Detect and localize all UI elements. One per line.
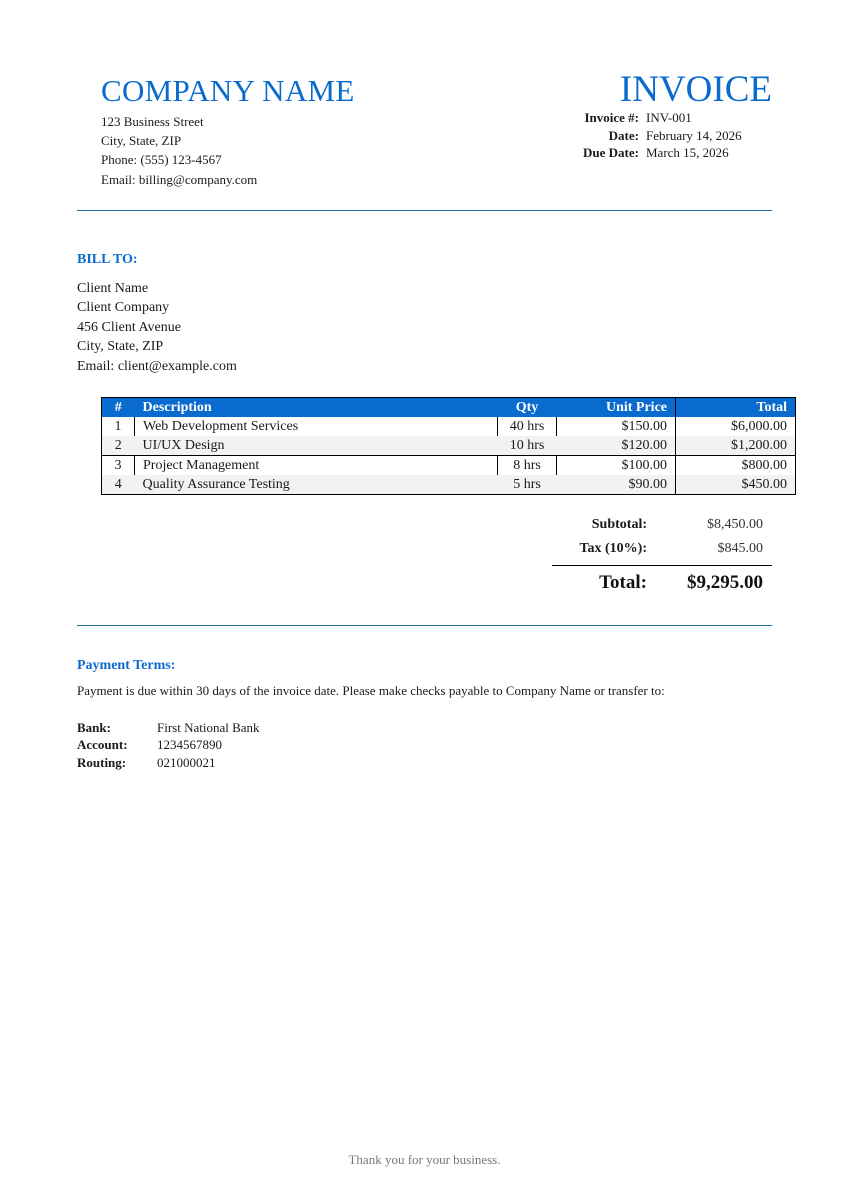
client-city: City, State, ZIP (77, 339, 164, 355)
terms-divider (77, 625, 772, 626)
header-qty: Qty (498, 398, 557, 418)
row-qty: 8 hrs (498, 456, 557, 476)
table-row (102, 475, 796, 495)
header-divider (77, 210, 772, 211)
payment-terms-heading: Payment Terms: (77, 658, 176, 673)
row-total: $450.00 (676, 475, 796, 495)
invoice-number-row (556, 109, 742, 127)
routing-number: 021000021 (157, 754, 216, 770)
account-number: 1234567890 (157, 737, 222, 753)
header-description: Description (135, 398, 498, 418)
due-date: March 15, 2026 (646, 145, 729, 160)
table-row (102, 456, 796, 476)
footer-thank-you: Thank you for your business. (348, 1152, 501, 1167)
bill-to-heading: BILL TO: (77, 252, 138, 267)
account-row (77, 736, 260, 753)
total-value: $9,295.00 (687, 572, 763, 593)
bank-name: First National Bank (157, 720, 260, 735)
row-unit-price: $100.00 (557, 456, 676, 476)
invoice-date: February 14, 2026 (646, 127, 742, 143)
header-total: Total (676, 398, 796, 418)
client-name: Client Name (77, 281, 149, 296)
grand-total-row (552, 570, 772, 596)
line-items-table (101, 397, 796, 495)
tax-label: Tax (10%): (579, 541, 647, 556)
company-street: 123 Business Street (101, 114, 204, 129)
subtotal-label: Subtotal: (591, 517, 647, 532)
client-email: Email: client@example.com (77, 358, 237, 374)
row-description: Quality Assurance Testing (135, 475, 498, 495)
company-address (101, 112, 257, 189)
table-row (102, 417, 796, 436)
total-label: Total: (599, 572, 647, 593)
company-name: COMPANY NAME (101, 73, 355, 108)
due-date-row (556, 144, 742, 162)
row-qty: 10 hrs (498, 436, 557, 456)
row-description: Web Development Services (143, 418, 299, 434)
invoice-title: INVOICE (619, 69, 772, 110)
row-total: $6,000.00 (676, 417, 796, 436)
row-num: 2 (102, 436, 135, 456)
row-qty: 5 hrs (498, 475, 557, 495)
bank-label: Bank: (77, 720, 111, 735)
header-num: # (102, 398, 135, 418)
totals-block (552, 513, 772, 596)
routing-label: Routing: (77, 754, 127, 770)
company-email: Email: billing@company.com (101, 171, 258, 187)
row-description: UI/UX Design (135, 436, 498, 456)
invoice-number: INV-001 (646, 110, 692, 125)
subtotal-value: $8,450.00 (707, 517, 763, 532)
row-qty: 40 hrs (498, 417, 557, 436)
tax-row (552, 537, 772, 561)
meta-label: Invoice #: (584, 110, 639, 125)
meta-label: Due Date: (583, 145, 639, 160)
client-company: Client Company (77, 300, 170, 316)
bank-details (77, 719, 260, 771)
row-unit-price: $150.00 (621, 418, 667, 434)
bank-row (77, 719, 260, 736)
row-total: $1,200.00 (676, 436, 796, 456)
bill-to-address (77, 279, 237, 376)
row-num: 1 (102, 417, 135, 436)
row-description: Project Management (135, 456, 498, 476)
row-unit-price: $90.00 (557, 475, 676, 495)
payment-terms-text: Payment is due within 30 days of the invoice date. Please make checks payable to Company Name or transfer to: (77, 683, 665, 698)
row-num: 4 (102, 475, 135, 495)
header-unit-price: Unit Price (557, 398, 676, 418)
company-phone: Phone: (555) 123-4567 (101, 152, 222, 168)
subtotal-row (552, 513, 772, 537)
meta-label: Date: (608, 127, 639, 143)
tax-value: $845.00 (717, 541, 763, 556)
invoice-meta (556, 109, 742, 162)
routing-row (77, 754, 260, 771)
table-header-row (102, 398, 796, 418)
table-row (102, 436, 796, 456)
row-num: 3 (102, 456, 135, 476)
totals-divider (552, 565, 772, 566)
row-total: $800.00 (676, 456, 796, 476)
company-city: City, State, ZIP (101, 133, 182, 149)
row-unit-price: $120.00 (557, 436, 676, 456)
invoice-date-row (556, 127, 742, 145)
client-street: 456 Client Avenue (77, 319, 181, 335)
account-label: Account: (77, 737, 128, 753)
